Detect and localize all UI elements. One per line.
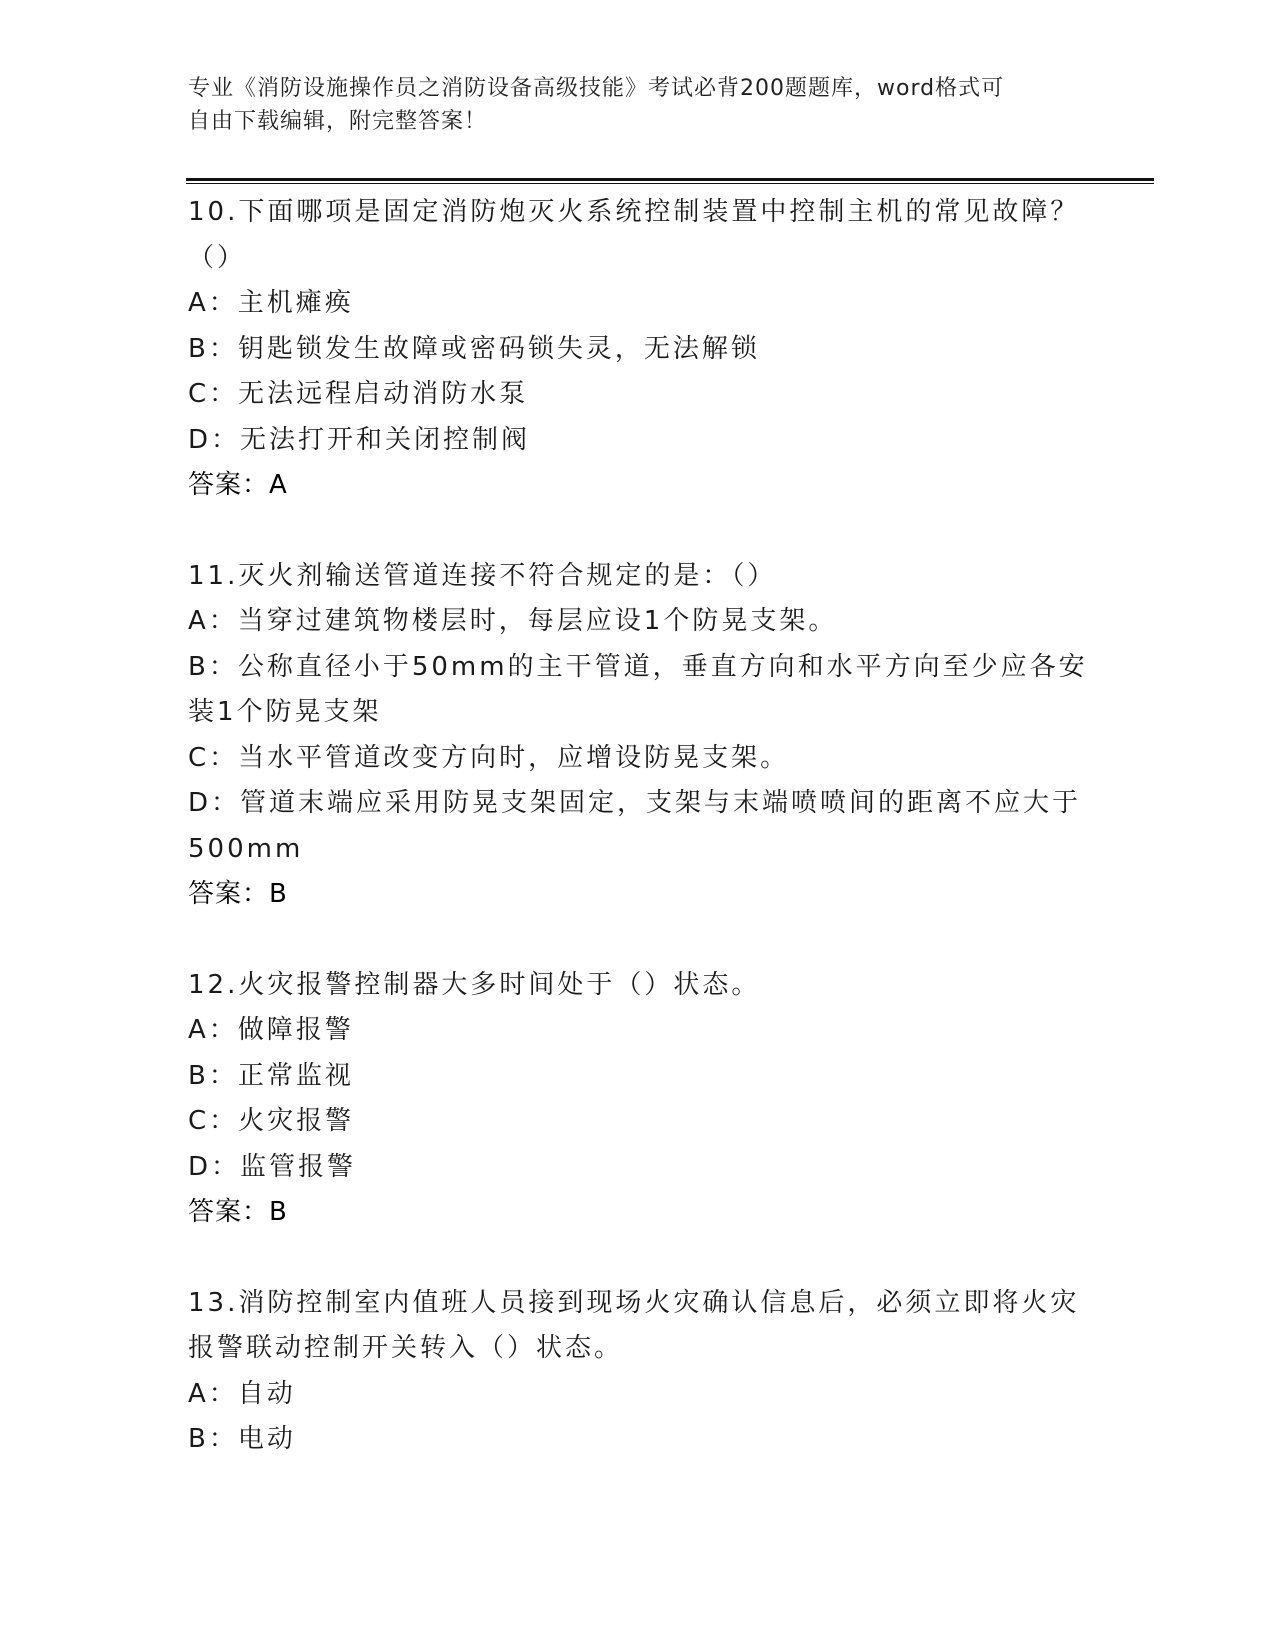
document-header — [188, 72, 1068, 138]
option-a: A：主机瘫痪 — [188, 288, 354, 318]
question-stem: 11.灭火剂输送管道连接不符合规定的是：（） — [188, 560, 777, 591]
option-a: A：做障报警 — [188, 1015, 354, 1045]
answer-label: 答案：A — [188, 470, 288, 500]
header-divider-thick — [186, 178, 1154, 181]
option-b: B：电动 — [188, 1424, 296, 1454]
answer-label: 答案：B — [188, 879, 288, 909]
option-b-continued: 装1个防晃支架 — [188, 697, 382, 727]
option-d: D：监管报警 — [188, 1151, 357, 1182]
header-line: 自由下载编辑，附完整答案！ — [188, 109, 488, 134]
option-a: A：当穿过建筑物楼层时，每层应设1个防晃支架。 — [188, 606, 838, 636]
question-list — [188, 190, 1088, 1463]
option-d: D：无法打开和关闭控制阀 — [188, 424, 531, 455]
answer-label: 答案：B — [188, 1197, 288, 1227]
option-b: B：钥匙锁发生故障或密码锁失灵，无法解锁 — [188, 333, 760, 364]
option-d-continued: 500mm — [188, 833, 304, 864]
question-item — [188, 963, 1088, 1236]
option-a: A：自动 — [188, 1378, 296, 1409]
question-stem: 13.消防控制室内值班人员接到现场火灾确认信息后，必须立即将火灾 — [188, 1287, 1080, 1318]
question-item — [188, 554, 1088, 918]
option-c: C：无法远程启动消防水泵 — [188, 379, 529, 409]
question-stem: （） — [188, 242, 247, 273]
option-b: B：正常监视 — [188, 1060, 354, 1091]
question-item — [188, 1281, 1088, 1463]
question-stem: 12.火灾报警控制器大多时间处于（）状态。 — [188, 969, 761, 1000]
option-c: C：火灾报警 — [188, 1106, 355, 1136]
option-b: B：公称直径小于50mm的主干管道，垂直方向和水平方向至少应各安 — [188, 651, 1088, 682]
option-d: D：管道末端应采用防晃支架固定，支架与末端喷喷间的距离不应大于 — [188, 788, 1082, 818]
question-stem: 10.下面哪项是固定消防炮灭火系统控制装置中控制主机的常见故障？ — [188, 197, 1080, 227]
question-stem: 报警联动控制开关转入（）状态。 — [188, 1333, 624, 1363]
header-divider-thin — [186, 183, 1154, 184]
option-c: C：当水平管道改变方向时，应增设防晃支架。 — [188, 742, 790, 773]
question-item — [188, 190, 1088, 509]
header-line: 专业《消防设施操作员之消防设备高级技能》考试必背200题题库，word格式可 — [188, 76, 1005, 101]
